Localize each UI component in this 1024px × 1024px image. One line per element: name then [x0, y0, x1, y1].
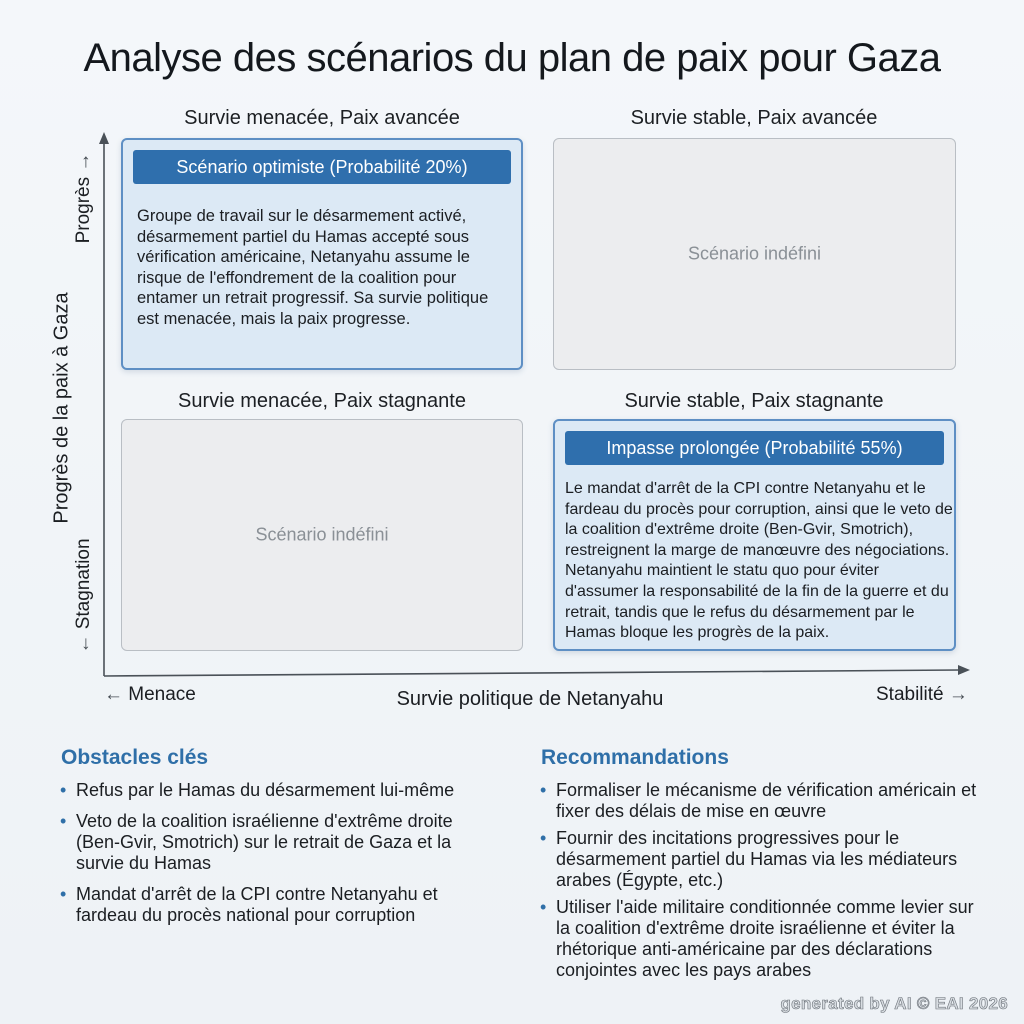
quadrant-bottom-left	[121, 419, 523, 651]
arrow-right-icon: →	[948, 684, 968, 705]
page-title: Analyse des scénarios du plan de paix pour Gaza	[83, 36, 941, 80]
recommendations-list	[540, 780, 980, 991]
quadrant-label-bottom-right: Survie stable, Paix stagnante	[624, 390, 884, 412]
y-axis-title: Progrès de la paix à Gaza	[50, 292, 73, 524]
x-axis-right-label	[876, 684, 968, 706]
scenario-header-optimistic: Scénario optimiste (Probabilité 20%)	[133, 150, 511, 184]
recommendation-text: Fournir des incitations progressives pour le désarmement partiel du Hamas via les médiateurs arabes (Égypte, etc.)	[556, 828, 958, 890]
arrow-up-icon: →	[73, 152, 94, 172]
quadrant-label-top-left: Survie menacée, Paix avancée	[184, 107, 460, 129]
bullet-icon: •	[60, 780, 67, 800]
quadrant-label-top-right: Survie stable, Paix avancée	[630, 107, 878, 129]
scenario-placeholder-bottom-left: Scénario indéfini	[255, 524, 389, 545]
quadrant-bottom-right	[553, 419, 956, 651]
bullet-icon: •	[540, 897, 547, 917]
list-item	[540, 828, 980, 891]
x-axis-arrowhead	[958, 665, 970, 675]
scenario-placeholder-top-right: Scénario indéfini	[687, 243, 822, 264]
x-axis-line	[104, 670, 960, 676]
list-item	[540, 897, 980, 981]
obstacles-title: Obstacles clés	[61, 746, 209, 769]
obstacles-list	[60, 780, 480, 936]
arrow-down-icon: ←	[73, 634, 94, 654]
y-axis-bottom-label	[73, 538, 95, 653]
list-item	[60, 884, 480, 926]
list-item	[60, 811, 480, 874]
obstacle-text: Refus par le Hamas du désarmement lui-même	[76, 780, 455, 800]
list-item	[60, 780, 480, 801]
quadrant-top-right	[553, 138, 956, 370]
quadrant-label-bottom-left: Survie menacée, Paix stagnante	[178, 390, 466, 412]
obstacle-text: Veto de la coalition israélienne d'extrême droite (Ben-Gvir, Smotrich) sur le retrait de Gaza et la survie du Hamas	[76, 811, 453, 873]
y-axis-arrowhead	[99, 132, 109, 144]
x-right-text: Stabilité	[876, 684, 944, 705]
x-axis-title: Survie politique de Netanyahu	[396, 688, 664, 710]
y-top-text: Progrès	[73, 176, 94, 244]
bullet-icon: •	[540, 780, 547, 800]
bullet-icon: •	[60, 884, 67, 904]
scenario-body-impasse: Le mandat d'arrêt de la CPI contre Netanyahu et le fardeau du procès pour corruption, ainsi que le veto de la coalition d'extrême droite (Ben-Gvir, Smotrich), restreignent la marge de manœuvre des négociations. Netanyahu maintient le statu quo pour éviter d'assumer la responsabilité de la fin de la guerre et du retrait, tandis que le refus du désarmement par le Hamas bloque les progrès de la paix.	[565, 480, 953, 642]
y-bottom-text: Stagnation	[73, 538, 94, 630]
bullet-icon: •	[540, 828, 547, 848]
scenario-body-optimistic: Groupe de travail sur le désarmement activé, désarmement partiel du Hamas accepté sous vérification américaine, Netanyahu assume le risque de l'effondrement de la coalition pour entamer un retrait progressif. Sa survie politique est menacée, mais la paix progresse.	[137, 207, 489, 328]
y-axis-top-label	[73, 153, 95, 244]
arrow-left-icon: ←	[104, 684, 123, 705]
quadrant-top-left	[121, 138, 523, 370]
watermark: generated by AI © EAI 2026	[780, 994, 1008, 1013]
bullet-icon: •	[60, 811, 67, 831]
recommendation-text: Utiliser l'aide militaire conditionnée comme levier sur la coalition d'extrême droite israélienne et éviter la rhétorique anti-américaine par des déclarations conjointes avec les pays arabes	[556, 897, 974, 980]
scenario-header-impasse: Impasse prolongée (Probabilité 55%)	[565, 431, 944, 465]
list-item	[540, 780, 980, 822]
obstacle-text: Mandat d'arrêt de la CPI contre Netanyahu et fardeau du procès national pour corruption	[76, 884, 438, 925]
x-left-text: Menace	[128, 684, 196, 705]
recommendation-text: Formaliser le mécanisme de vérification américain et fixer des délais de mise en œuvre	[556, 780, 977, 821]
recommendations-title: Recommandations	[541, 746, 729, 769]
